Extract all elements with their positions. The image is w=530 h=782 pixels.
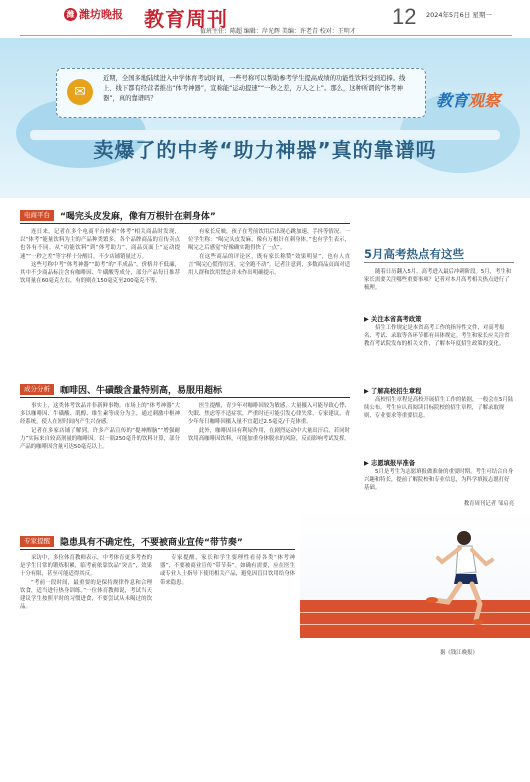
article-column (20, 554, 152, 776)
main-headline: 卖爆了的中考“助力神器”真的靠谱吗 (93, 138, 437, 162)
article-column (188, 228, 350, 378)
section-title: “喝完头皮发麻，像有万根针在刺身体” (60, 211, 216, 222)
paragraph: 事实上，这类体考饮品并非新鲜事物。市场上的“体考神器”大多以咖啡因、牛磺酸、肌醇、维生素等成分为主，通过刺激中枢神经系统，使人在短时间内产生兴奋感。 (20, 403, 180, 426)
sidebar-subheading: ▶ 志愿填报早准备 (364, 460, 416, 467)
sidebar-divider (364, 262, 514, 263)
runner-illustration (300, 508, 530, 638)
section-header (20, 534, 243, 548)
paragraph: “考前一段时间，最重要的是保持规律作息和合理饮食，适当进行热身训练。”一位体育教师说，考试当天建议学生按照平时的习惯进食，不要尝试从未喝过的饮品。 (20, 579, 152, 611)
paragraph: 这些号称中考“体考神器”“助考”的“半成品”，价格并不低廉，其中不少商品标注含有咖啡因、牛磺酸等成分，部分产品每日推荐饮用量在60毫克左右，有的则在150毫克至200毫克不等。 (20, 261, 180, 285)
section-rule (20, 549, 295, 550)
paragraph: 采访中，多位体育教师表示，中考体育更多考查的是学生日常的锻炼积累，临考前依靠饮品“突击”，效果十分有限，甚至可能适得其反。 (20, 555, 152, 578)
paragraph: 在这些商品的评论区，既有家长称赞“效果明显”，也有人直言“喝完心慌得厉害，完全跑不动”。记者注意到，多数商品页面对适用人群和饮用禁忌并未作出明确提示。 (188, 253, 350, 277)
article-column (20, 402, 180, 524)
article-column (160, 554, 295, 776)
page-number: 12 (392, 4, 417, 29)
issue-date: 2024年5月6日 星期一 (426, 11, 492, 19)
sidebar-paragraph: 招生工作规定是本省高考工作的指导性文件，对高考报名、考试、录取等各环节都有具体规定。考生和家长应关注省教育考试院发布的相关文件，了解本年度招生政策的变化。 (364, 325, 510, 348)
column-tag (436, 88, 500, 111)
section-title: 隐患具有不确定性，不要被商业宣传“带节奏” (60, 537, 243, 548)
section-rule (20, 223, 350, 224)
section-header (20, 382, 222, 396)
section-label: 电商平台 (20, 210, 54, 221)
section-title: 教育周刊 (144, 7, 228, 31)
section-header (20, 208, 216, 222)
paragraph: 记者在多家店铺了解到，许多产品宣传的“提神醒脑”“增强耐力”实际来自较高剂量的咖啡因。以一瓶250毫升的饮料计算，部分产品的咖啡因含量可达50毫克以上。 (20, 427, 180, 451)
intro-box (56, 68, 426, 118)
sidebar-paragraph: 高校招生章程是高校开展招生工作的依据，一般会在5月陆续公布。考生应认真阅读目标院校的招生章程，了解录取规则、专业要求等重要信息。 (364, 397, 514, 420)
hero-banner (0, 38, 530, 198)
sidebar-subheading: ▶ 了解高校招生章程 (364, 388, 422, 395)
editor-credits: 值班主任：陈超 编辑：岸光辉 美编：许老青 校对：王明才 (200, 28, 356, 35)
sidebar-subheading: ▶ 关注本省高考政策 (364, 316, 422, 323)
column-tag-a: 教育 (436, 91, 469, 110)
section-label: 专家提醒 (20, 536, 54, 547)
sidebar-paragraph: 5月是考生为志愿填报做准备的重要时期。考生可结合自身兴趣和特长，提前了解院校和专业信息，为科学填报志愿打好基础。 (364, 469, 514, 492)
megaphone-icon: ✉ (67, 79, 93, 105)
article-column (188, 402, 350, 524)
column-tag-b: 观察 (468, 91, 501, 110)
paragraph: 有家长反映，孩子在考前饮用后出现心跳加速、手抖等情况。一位学生称：“喝完头皮发麻，像有万根针在刺身体。”也有学生表示，喝完之后感觉“好像确实跑得快了一点”。 (188, 229, 350, 252)
masthead (0, 0, 530, 36)
intro-text: 近期，全国多地陆续进入中学体育考试时间，一些号称可以帮助参考学生提高成绩的功能性饮料受到追捧。线上、线下都有经营者推出“体考神器”，宣称能“运动提速”“一秒之差，万人之上”。那么，这种所谓的“体考神器”，真的靠谱吗？ (103, 75, 406, 102)
paragraph: 连日来，记者在多个电商平台检索“体考”相关商品时发现，以“体考”能量饮料为主的产品种类繁多，各个品牌商品的宣传卖点也各有不同。从“功能饮料”到“体考助力”，商品页面上“运动提速”“一秒之差”等字样十分醒目，不少店铺销量过万。 (20, 229, 180, 260)
section-label: 成分分析 (20, 384, 54, 395)
logo-text: 潍坊晚报 (79, 8, 123, 21)
paragraph: 医生提醒，青少年对咖啡因较为敏感，大量摄入可能导致心悸、失眠、焦虑等不适症状，严重时还可能引发心律失常。专家建议，青少年每日咖啡因摄入量不宜超过2.5毫克/千克体重。 (188, 403, 350, 426)
source-credit: 据《钱江晚报》 (440, 650, 478, 656)
section-title: 咖啡因、牛磺酸含量特别高，易服用超标 (60, 385, 223, 396)
paragraph: 此外，咖啡因具有利尿作用，在剧烈运动中大量出汗后，若同时饮用高咖啡因饮料，可能加重身体脱水的风险，反而影响考试发挥。 (188, 427, 350, 442)
sidebar-title: 5月高考热点有这些 (364, 247, 465, 261)
sidebar-credit: 教育周刊记者 邹启亮 (463, 501, 514, 507)
masthead-divider (20, 35, 512, 36)
logo-icon: 潍 (64, 8, 77, 21)
section-rule (20, 397, 350, 398)
article-column (20, 228, 180, 378)
paragraph: 专家提醒，家长和学生要理性看待各类“体考神器”，不要被商业宣传“带节奏”。如确有需要，应在医生或专业人士指导下使用相关产品，避免因盲目饮用给身体带来隐患。 (160, 555, 295, 586)
runner-figure (420, 528, 500, 628)
newspaper-logo (64, 6, 123, 22)
sidebar-intro: 随着日历翻入5月，高考进入最后冲刺阶段。5月，考生和家长需要关注哪些重要事项？记者对本月高考相关热点进行了梳理。 (364, 269, 512, 292)
